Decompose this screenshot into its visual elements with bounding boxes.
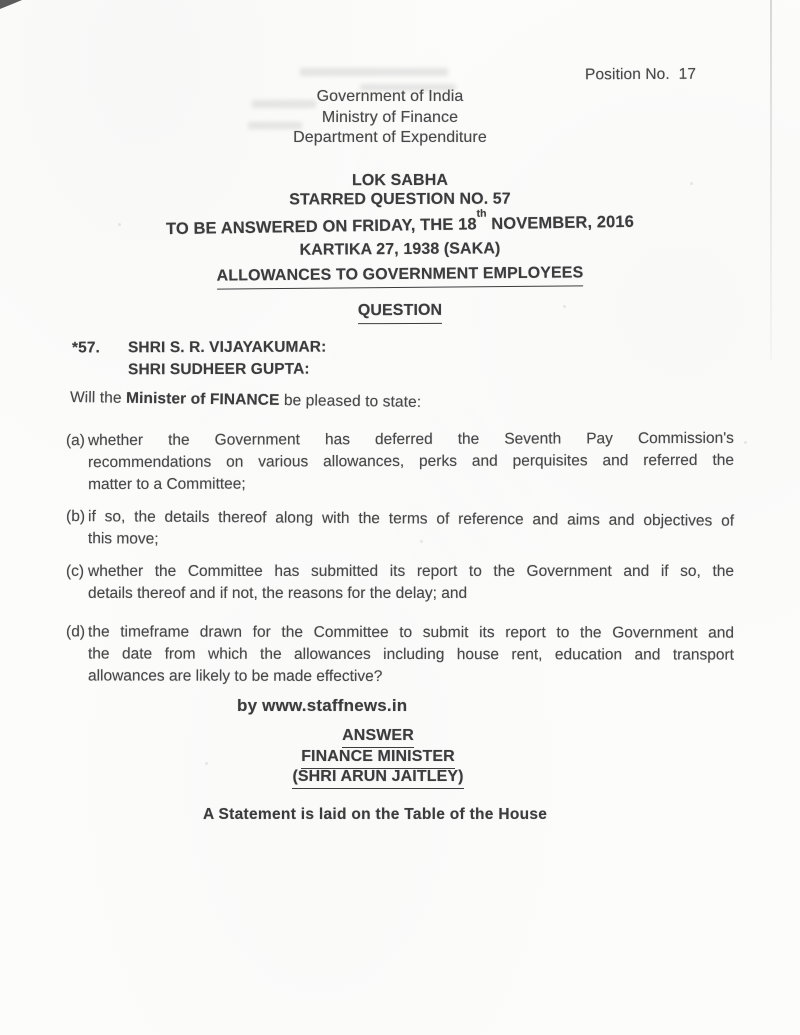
intro-post-text: be pleased to state:	[279, 391, 422, 411]
watermark-credit: by www.staffnews.in	[237, 696, 408, 715]
intro-pre-text: Will the	[69, 389, 127, 407]
part-label: (c)	[66, 563, 85, 580]
header-org-line: Government of India	[316, 88, 464, 105]
ink-bleed-through	[300, 68, 448, 76]
question-part-line: details thereof and if not, the reasons for the delay; and	[88, 585, 468, 602]
ordinal-superscript: th	[476, 207, 487, 220]
minister-bold-text: Minister of FINANCE	[125, 389, 280, 409]
question-part-d	[66, 621, 734, 688]
starred-question-number: STARRED QUESTION NO. 57	[289, 190, 511, 209]
subject-title-text: ALLOWANCES TO GOVERNMENT EMPLOYEES	[217, 263, 584, 289]
question-part-c	[66, 561, 734, 605]
minister-name-text: (SHRI ARUN JAITLEY)	[292, 768, 463, 789]
house-title: LOK SABHA	[351, 171, 449, 190]
question-part-b	[66, 506, 734, 555]
question-part-line: whether the Government has deferred the Seventh Pay Commission's	[87, 429, 734, 450]
question-part-line: if so, the details thereof along with the terms of reference and aims and objectives of	[88, 508, 735, 530]
scan-smudge-top-left	[0, 0, 22, 9]
header-ministry-line: Ministry of Finance	[321, 109, 459, 126]
question-part-a	[66, 428, 734, 496]
member-name: SHRI SUDHEER GUPTA:	[128, 360, 310, 379]
part-label: (b)	[66, 508, 86, 526]
question-part-line: the timeframe drawn for the Committee to submit its report to the Government and	[88, 623, 735, 642]
member-name: SHRI S. R. VIJAYAKUMAR:	[127, 338, 327, 357]
question-part-line: whether the Committee has submitted its report to the Government and if so, the	[88, 563, 734, 580]
paper-speck	[744, 441, 747, 444]
question-part-line: recommendations on various allowances, perks and perquisites and referred the	[87, 451, 735, 472]
question-intro-line	[70, 389, 421, 412]
minister-name	[0, 768, 756, 789]
answer-date-post: NOVEMBER, 2016	[486, 212, 635, 234]
question-part-line: matter to a Committee;	[88, 475, 246, 494]
subject-title	[12, 262, 788, 292]
part-label: (a)	[65, 432, 85, 450]
saka-date-line: KARTIKA 27, 1938 (SAKA)	[299, 240, 501, 259]
question-members-block	[72, 337, 327, 382]
question-section-heading	[12, 300, 788, 326]
minister-title-text: FINANCE MINISTER	[301, 748, 455, 769]
part-label: (d)	[66, 623, 86, 641]
question-section-text: QUESTION	[358, 301, 442, 324]
statement-line: A Statement is laid on the Table of the House	[203, 806, 548, 823]
answer-date-pre: TO BE ANSWERED ON FRIDAY, THE 18	[165, 215, 477, 239]
question-number: *57.	[71, 339, 100, 357]
question-part-line: allowances are likely to be made effective?	[87, 667, 383, 685]
position-number-label: Position No. 17	[584, 65, 697, 84]
question-part-line: this move;	[87, 530, 159, 548]
header-department-line: Department of Expenditure	[293, 129, 487, 146]
minister-title	[0, 748, 756, 769]
answer-heading-text: ANSWER	[342, 727, 414, 748]
question-part-line: the date from which the allowances including house rent, education and transport	[87, 645, 735, 664]
answer-heading	[0, 727, 756, 748]
